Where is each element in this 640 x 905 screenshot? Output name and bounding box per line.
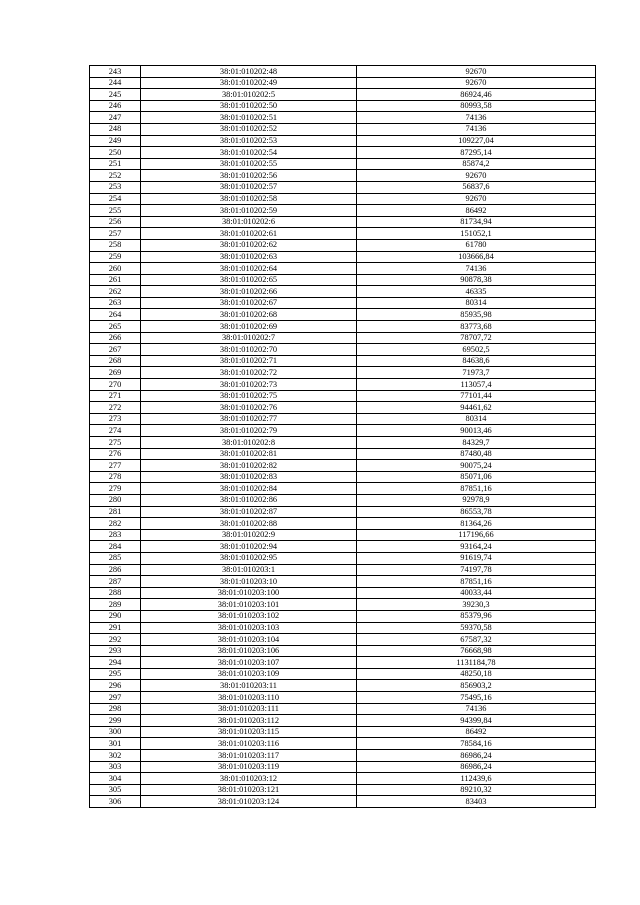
table-row <box>90 634 596 646</box>
cadastral-number-cell: 38:01:010202:84 <box>141 483 357 495</box>
table-row <box>90 77 596 89</box>
cadastral-number-cell: 38:01:010202:81 <box>141 448 357 460</box>
value-cell: 74136 <box>357 263 596 275</box>
value-cell: 77101,44 <box>357 390 596 402</box>
table-row <box>90 274 596 286</box>
cadastral-number-cell: 38:01:010202:72 <box>141 367 357 379</box>
table-row <box>90 66 596 78</box>
table-row <box>90 657 596 669</box>
cadastral-number-cell: 38:01:010203:102 <box>141 610 357 622</box>
row-number-cell: 252 <box>90 170 141 182</box>
cadastral-number-cell: 38:01:010202:5 <box>141 89 357 101</box>
table-body <box>90 66 596 808</box>
row-number-cell: 286 <box>90 564 141 576</box>
row-number-cell: 285 <box>90 552 141 564</box>
value-cell: 74136 <box>357 703 596 715</box>
table-row <box>90 576 596 588</box>
value-cell: 90075,24 <box>357 460 596 472</box>
value-cell: 92978,9 <box>357 494 596 506</box>
cadastral-value-table <box>89 65 596 808</box>
row-number-cell: 289 <box>90 599 141 611</box>
cadastral-number-cell: 38:01:010202:79 <box>141 425 357 437</box>
row-number-cell: 281 <box>90 506 141 518</box>
row-number-cell: 263 <box>90 297 141 309</box>
table-row <box>90 703 596 715</box>
row-number-cell: 246 <box>90 100 141 112</box>
table-row <box>90 471 596 483</box>
row-number-cell: 294 <box>90 657 141 669</box>
row-number-cell: 295 <box>90 668 141 680</box>
row-number-cell: 247 <box>90 112 141 124</box>
table-row <box>90 750 596 762</box>
row-number-cell: 254 <box>90 193 141 205</box>
value-cell: 81734,94 <box>357 216 596 228</box>
value-cell: 86553,78 <box>357 506 596 518</box>
value-cell: 86986,24 <box>357 761 596 773</box>
cadastral-number-cell: 38:01:010202:94 <box>141 541 357 553</box>
value-cell: 80993,58 <box>357 100 596 112</box>
row-number-cell: 268 <box>90 355 141 367</box>
cadastral-number-cell: 38:01:010202:68 <box>141 309 357 321</box>
table-row <box>90 332 596 344</box>
row-number-cell: 273 <box>90 413 141 425</box>
row-number-cell: 261 <box>90 274 141 286</box>
table-row <box>90 564 596 576</box>
value-cell: 85379,96 <box>357 610 596 622</box>
cadastral-number-cell: 38:01:010203:107 <box>141 657 357 669</box>
cadastral-number-cell: 38:01:010202:55 <box>141 158 357 170</box>
row-number-cell: 284 <box>90 541 141 553</box>
row-number-cell: 248 <box>90 123 141 135</box>
row-number-cell: 256 <box>90 216 141 228</box>
cadastral-number-cell: 38:01:010202:61 <box>141 228 357 240</box>
value-cell: 91619,74 <box>357 552 596 564</box>
table-row <box>90 483 596 495</box>
table-row <box>90 529 596 541</box>
row-number-cell: 266 <box>90 332 141 344</box>
value-cell: 81364,26 <box>357 518 596 530</box>
table-row <box>90 297 596 309</box>
value-cell: 74136 <box>357 112 596 124</box>
value-cell: 92670 <box>357 77 596 89</box>
table-row <box>90 379 596 391</box>
cadastral-number-cell: 38:01:010203:106 <box>141 645 357 657</box>
value-cell: 46335 <box>357 286 596 298</box>
table-row <box>90 680 596 692</box>
table-row <box>90 726 596 738</box>
row-number-cell: 249 <box>90 135 141 147</box>
row-number-cell: 250 <box>90 147 141 159</box>
row-number-cell: 269 <box>90 367 141 379</box>
table-row <box>90 170 596 182</box>
value-cell: 84329,7 <box>357 437 596 449</box>
value-cell: 69502,5 <box>357 344 596 356</box>
cadastral-number-cell: 38:01:010203:110 <box>141 692 357 704</box>
value-cell: 93164,24 <box>357 541 596 553</box>
cadastral-number-cell: 38:01:010203:116 <box>141 738 357 750</box>
cadastral-number-cell: 38:01:010202:8 <box>141 437 357 449</box>
value-cell: 87480,48 <box>357 448 596 460</box>
cadastral-number-cell: 38:01:010202:6 <box>141 216 357 228</box>
row-number-cell: 264 <box>90 309 141 321</box>
row-number-cell: 292 <box>90 634 141 646</box>
cadastral-number-cell: 38:01:010203:10 <box>141 576 357 588</box>
row-number-cell: 278 <box>90 471 141 483</box>
value-cell: 87851,16 <box>357 483 596 495</box>
row-number-cell: 288 <box>90 587 141 599</box>
value-cell: 856903,2 <box>357 680 596 692</box>
table-row <box>90 263 596 275</box>
cadastral-number-cell: 38:01:010203:111 <box>141 703 357 715</box>
row-number-cell: 271 <box>90 390 141 402</box>
table-row <box>90 158 596 170</box>
table-row <box>90 181 596 193</box>
cadastral-number-cell: 38:01:010203:117 <box>141 750 357 762</box>
cadastral-number-cell: 38:01:010202:75 <box>141 390 357 402</box>
value-cell: 1131184,78 <box>357 657 596 669</box>
table-row <box>90 402 596 414</box>
cadastral-number-cell: 38:01:010202:48 <box>141 66 357 78</box>
cadastral-number-cell: 38:01:010202:73 <box>141 379 357 391</box>
value-cell: 86986,24 <box>357 750 596 762</box>
cadastral-number-cell: 38:01:010202:50 <box>141 100 357 112</box>
cadastral-number-cell: 38:01:010202:53 <box>141 135 357 147</box>
table-row <box>90 784 596 796</box>
row-number-cell: 262 <box>90 286 141 298</box>
value-cell: 92670 <box>357 170 596 182</box>
cadastral-number-cell: 38:01:010202:63 <box>141 251 357 263</box>
row-number-cell: 243 <box>90 66 141 78</box>
cadastral-number-cell: 38:01:010202:62 <box>141 239 357 251</box>
value-cell: 61780 <box>357 239 596 251</box>
row-number-cell: 303 <box>90 761 141 773</box>
row-number-cell: 260 <box>90 263 141 275</box>
value-cell: 78584,16 <box>357 738 596 750</box>
value-cell: 109227,04 <box>357 135 596 147</box>
value-cell: 90013,46 <box>357 425 596 437</box>
table-row <box>90 622 596 634</box>
cadastral-number-cell: 38:01:010203:101 <box>141 599 357 611</box>
row-number-cell: 267 <box>90 344 141 356</box>
value-cell: 92670 <box>357 66 596 78</box>
row-number-cell: 279 <box>90 483 141 495</box>
table-row <box>90 715 596 727</box>
row-number-cell: 277 <box>90 460 141 472</box>
cadastral-number-cell: 38:01:010202:82 <box>141 460 357 472</box>
table-row <box>90 761 596 773</box>
row-number-cell: 265 <box>90 321 141 333</box>
table-row <box>90 460 596 472</box>
value-cell: 80314 <box>357 297 596 309</box>
table-row <box>90 413 596 425</box>
value-cell: 85935,98 <box>357 309 596 321</box>
table-row <box>90 518 596 530</box>
row-number-cell: 298 <box>90 703 141 715</box>
cadastral-number-cell: 38:01:010202:57 <box>141 181 357 193</box>
cadastral-number-cell: 38:01:010202:58 <box>141 193 357 205</box>
cadastral-number-cell: 38:01:010202:52 <box>141 123 357 135</box>
row-number-cell: 287 <box>90 576 141 588</box>
row-number-cell: 304 <box>90 773 141 785</box>
value-cell: 80314 <box>357 413 596 425</box>
table-row <box>90 100 596 112</box>
row-number-cell: 274 <box>90 425 141 437</box>
cadastral-number-cell: 38:01:010203:119 <box>141 761 357 773</box>
cadastral-number-cell: 38:01:010202:83 <box>141 471 357 483</box>
cadastral-number-cell: 38:01:010202:67 <box>141 297 357 309</box>
table-row <box>90 773 596 785</box>
row-number-cell: 282 <box>90 518 141 530</box>
row-number-cell: 259 <box>90 251 141 263</box>
row-number-cell: 301 <box>90 738 141 750</box>
value-cell: 103666,84 <box>357 251 596 263</box>
value-cell: 74197,78 <box>357 564 596 576</box>
value-cell: 56837,6 <box>357 181 596 193</box>
value-cell: 89210,32 <box>357 784 596 796</box>
cadastral-number-cell: 38:01:010203:11 <box>141 680 357 692</box>
cadastral-number-cell: 38:01:010203:124 <box>141 796 357 808</box>
row-number-cell: 299 <box>90 715 141 727</box>
cadastral-number-cell: 38:01:010202:64 <box>141 263 357 275</box>
table-row <box>90 738 596 750</box>
value-cell: 151052,1 <box>357 228 596 240</box>
cadastral-number-cell: 38:01:010202:95 <box>141 552 357 564</box>
value-cell: 87295,14 <box>357 147 596 159</box>
value-cell: 85071,06 <box>357 471 596 483</box>
cadastral-number-cell: 38:01:010203:100 <box>141 587 357 599</box>
cadastral-number-cell: 38:01:010202:54 <box>141 147 357 159</box>
value-cell: 83403 <box>357 796 596 808</box>
cadastral-number-cell: 38:01:010203:112 <box>141 715 357 727</box>
table-row <box>90 610 596 622</box>
cadastral-number-cell: 38:01:010202:51 <box>141 112 357 124</box>
table-row <box>90 448 596 460</box>
table-row <box>90 112 596 124</box>
cadastral-number-cell: 38:01:010202:88 <box>141 518 357 530</box>
cadastral-number-cell: 38:01:010203:12 <box>141 773 357 785</box>
value-cell: 92670 <box>357 193 596 205</box>
value-cell: 67587,32 <box>357 634 596 646</box>
value-cell: 87851,16 <box>357 576 596 588</box>
table-row <box>90 309 596 321</box>
cadastral-number-cell: 38:01:010202:76 <box>141 402 357 414</box>
table-row <box>90 587 596 599</box>
value-cell: 86492 <box>357 726 596 738</box>
value-cell: 90878,38 <box>357 274 596 286</box>
row-number-cell: 290 <box>90 610 141 622</box>
value-cell: 84638,6 <box>357 355 596 367</box>
table-row <box>90 390 596 402</box>
cadastral-number-cell: 38:01:010202:86 <box>141 494 357 506</box>
row-number-cell: 251 <box>90 158 141 170</box>
value-cell: 78707,72 <box>357 332 596 344</box>
cadastral-number-cell: 38:01:010202:77 <box>141 413 357 425</box>
table-row <box>90 123 596 135</box>
value-cell: 59370,58 <box>357 622 596 634</box>
table-row <box>90 367 596 379</box>
row-number-cell: 293 <box>90 645 141 657</box>
value-cell: 39230,3 <box>357 599 596 611</box>
table-row <box>90 205 596 217</box>
value-cell: 48250,18 <box>357 668 596 680</box>
table-row <box>90 147 596 159</box>
row-number-cell: 305 <box>90 784 141 796</box>
row-number-cell: 270 <box>90 379 141 391</box>
table-row <box>90 552 596 564</box>
row-number-cell: 253 <box>90 181 141 193</box>
value-cell: 94399,84 <box>357 715 596 727</box>
row-number-cell: 276 <box>90 448 141 460</box>
value-cell: 113057,4 <box>357 379 596 391</box>
cadastral-number-cell: 38:01:010202:65 <box>141 274 357 286</box>
table-row <box>90 425 596 437</box>
cadastral-number-cell: 38:01:010202:59 <box>141 205 357 217</box>
row-number-cell: 255 <box>90 205 141 217</box>
value-cell: 75495,16 <box>357 692 596 704</box>
table-row <box>90 286 596 298</box>
cadastral-number-cell: 38:01:010202:9 <box>141 529 357 541</box>
row-number-cell: 272 <box>90 402 141 414</box>
cadastral-number-cell: 38:01:010202:87 <box>141 506 357 518</box>
value-cell: 40033,44 <box>357 587 596 599</box>
value-cell: 85874,2 <box>357 158 596 170</box>
value-cell: 117196,66 <box>357 529 596 541</box>
cadastral-number-cell: 38:01:010203:1 <box>141 564 357 576</box>
table-row <box>90 344 596 356</box>
table-row <box>90 355 596 367</box>
row-number-cell: 280 <box>90 494 141 506</box>
value-cell: 86492 <box>357 205 596 217</box>
value-cell: 112439,6 <box>357 773 596 785</box>
table-row <box>90 506 596 518</box>
row-number-cell: 257 <box>90 228 141 240</box>
table-row <box>90 89 596 101</box>
value-cell: 76668,98 <box>357 645 596 657</box>
value-cell: 86924,46 <box>357 89 596 101</box>
table-row <box>90 645 596 657</box>
table-row <box>90 193 596 205</box>
row-number-cell: 300 <box>90 726 141 738</box>
row-number-cell: 306 <box>90 796 141 808</box>
row-number-cell: 296 <box>90 680 141 692</box>
table-row <box>90 321 596 333</box>
table-row <box>90 135 596 147</box>
row-number-cell: 245 <box>90 89 141 101</box>
row-number-cell: 283 <box>90 529 141 541</box>
cadastral-number-cell: 38:01:010203:103 <box>141 622 357 634</box>
cadastral-number-cell: 38:01:010203:121 <box>141 784 357 796</box>
row-number-cell: 275 <box>90 437 141 449</box>
table-row <box>90 228 596 240</box>
table-row <box>90 668 596 680</box>
cadastral-number-cell: 38:01:010203:109 <box>141 668 357 680</box>
table-row <box>90 216 596 228</box>
cadastral-number-cell: 38:01:010203:104 <box>141 634 357 646</box>
table-row <box>90 692 596 704</box>
cadastral-number-cell: 38:01:010202:66 <box>141 286 357 298</box>
table-row <box>90 494 596 506</box>
row-number-cell: 297 <box>90 692 141 704</box>
cadastral-number-cell: 38:01:010202:7 <box>141 332 357 344</box>
value-cell: 94461,62 <box>357 402 596 414</box>
cadastral-number-cell: 38:01:010202:56 <box>141 170 357 182</box>
cadastral-number-cell: 38:01:010203:115 <box>141 726 357 738</box>
cadastral-number-cell: 38:01:010202:49 <box>141 77 357 89</box>
value-cell: 74136 <box>357 123 596 135</box>
value-cell: 71973,7 <box>357 367 596 379</box>
cadastral-number-cell: 38:01:010202:70 <box>141 344 357 356</box>
table-row <box>90 437 596 449</box>
table-row <box>90 599 596 611</box>
row-number-cell: 302 <box>90 750 141 762</box>
cadastral-number-cell: 38:01:010202:69 <box>141 321 357 333</box>
table-row <box>90 796 596 808</box>
table-row <box>90 251 596 263</box>
row-number-cell: 244 <box>90 77 141 89</box>
table-row <box>90 239 596 251</box>
row-number-cell: 258 <box>90 239 141 251</box>
cadastral-number-cell: 38:01:010202:71 <box>141 355 357 367</box>
value-cell: 83773,68 <box>357 321 596 333</box>
row-number-cell: 291 <box>90 622 141 634</box>
table-row <box>90 541 596 553</box>
